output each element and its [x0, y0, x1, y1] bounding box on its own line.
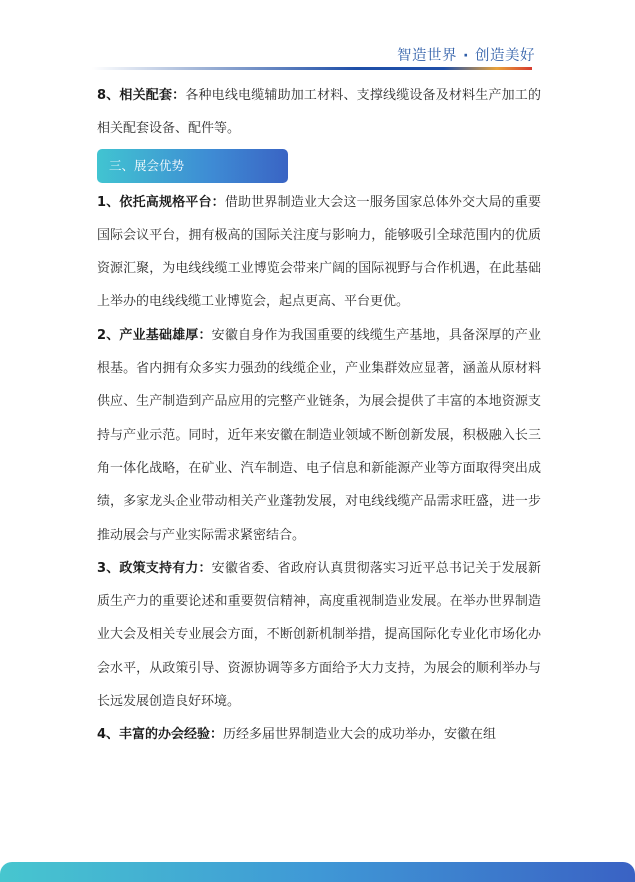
advantage-1-paragraph [97, 186, 541, 319]
advantage-4-lead: 4、丰富的办会经验： [97, 727, 224, 743]
advantage-1-lead: 1、依托高规格平台： [97, 194, 225, 210]
advantage-2-text: 安徽自身作为我国重要的线缆生产基地，具备深厚的产业根基。省内拥有众多实力强劲的线缆企业，产业集群效应显著，涵盖从原材料供应、生产制造到产品应用的完整产业链条，为展会提供了丰富的本地资源支持与产业示范。同时，近年来安徽在制造业领域不断创新发展，积极融入长三角一体化战略，在矿业、汽车制造、电子信息和新能源产业等方面取得突出成绩，多家龙头企业带动相关产业蓬勃发展，对电线线缆产品需求旺盛，进一步推动展会与产业实际需求紧密结合。 [97, 327, 541, 543]
slogan-left: 智造世界 [396, 48, 457, 64]
item-8-lead: 8、相关配套： [97, 88, 186, 103]
section-heading-title: 三、展会优势 [109, 157, 185, 173]
advantage-4-text: 历经多届世界制造业大会的成功举办，安徽在组 [223, 727, 497, 743]
item-8-paragraph [97, 79, 541, 146]
advantage-2-paragraph [97, 319, 541, 552]
section-heading-badge [97, 149, 288, 183]
advantage-3-text: 安徽省委、省政府认真贯彻落实习近平总书记关于发展新质生产力的重要论述和重要贺信精神，高度重视制造业发展。在举办世界制造业大会及相关专业展会方面，不断创新机制举措，提高国际化专业化市场化办会水平，从政策引导、资源协调等多方面给予大力支持，为展会的顺利举办与长远发展创造良好环境。 [97, 560, 541, 710]
footer-bar [0, 862, 635, 882]
slogan-right: 创造美好 [475, 48, 535, 64]
slogan-separator: · [462, 48, 469, 64]
advantage-1-text: 借助世界制造业大会这一服务国家总体外交大局的重要国际会议平台，拥有极高的国际关注度与影响力，能够吸引全球范围内的优质资源汇聚，为电线线缆工业博览会带来广阔的国际视野与合作机遇，在此基础上举办的电线线缆工业博览会，起点更高、平台更优。 [97, 194, 541, 310]
header-divider [92, 67, 532, 70]
header-slogan [397, 44, 535, 65]
advantage-4-paragraph [97, 718, 541, 751]
advantage-2-lead: 2、产业基础雄厚： [97, 327, 212, 343]
advantage-3-paragraph [97, 552, 541, 718]
item-8-text: 各种电线电缆辅助加工材料、支撑线缆设备及材料生产加工的相关配套设备、配件等。 [97, 88, 541, 137]
document-body [97, 79, 541, 752]
advantage-3-lead: 3、政策支持有力： [97, 560, 212, 576]
